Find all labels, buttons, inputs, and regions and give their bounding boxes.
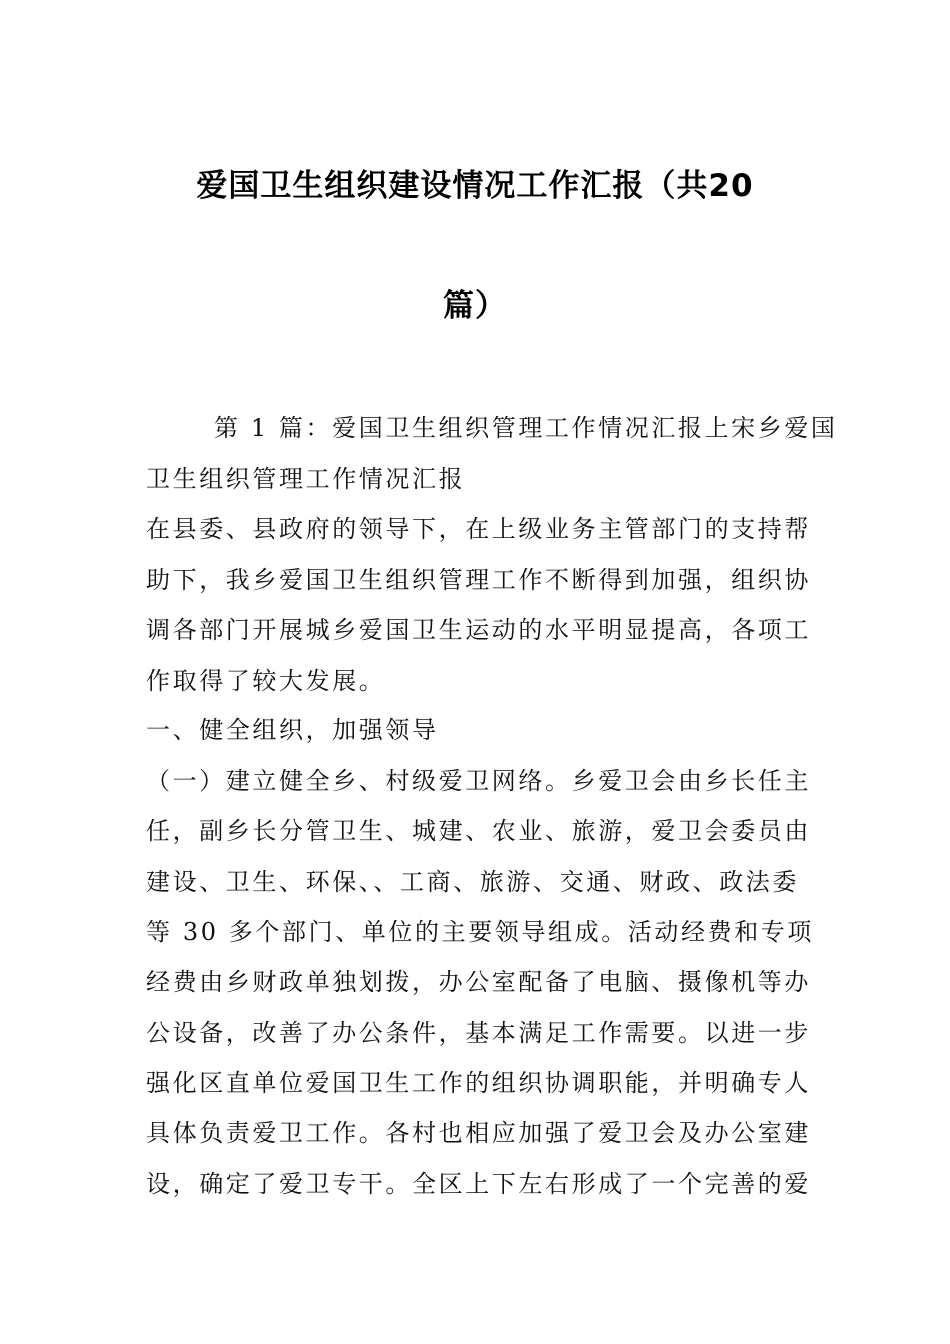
document-title-line-2: 篇） [443,288,507,324]
paragraph-line: 经费由乡财政单独划拨，办公室配备了电脑、摄像机等办 [146,968,811,996]
paragraph-line: 作取得了较大发展。 [146,667,386,695]
paragraph-line: 卫生组织管理工作情况汇报 [146,465,466,493]
document-title-line-1: 爱国卫生组织建设情况工作汇报（共20 [196,168,754,204]
paragraph-line: 等 30 多个部门、单位的主要领导组成。活动经费和专项 [146,918,814,946]
paragraph-line: 助下，我乡爱国卫生组织管理工作不断得到加强，组织协 [146,566,811,594]
paragraph-line: 调各部门开展城乡爱国卫生运动的水平明显提高，各项工 [146,616,811,644]
paragraph-line: 第 1 篇：爱国卫生组织管理工作情况汇报上宋乡爱国 [214,414,838,442]
paragraph-line: 任，副乡长分管卫生、城建、农业、旅游，爱卫会委员由 [146,817,811,845]
paragraph-line: （一）建立健全乡、村级爱卫网络。乡爱卫会由乡长任主 [146,767,811,795]
paragraph-line: 建设、卫生、环保、、工商、旅游、交通、财政、政法委 [146,868,799,896]
paragraph-line: 公设备，改善了办公条件，基本满足工作需要。以进一步 [146,1019,811,1047]
section-heading: 一、健全组织，加强领导 [146,716,439,744]
paragraph-line: 强化区直单位爱国卫生工作的组织协调职能，并明确专人 [146,1069,811,1097]
paragraph-line: 具体负责爱卫工作。各村也相应加强了爱卫会及办公室建 [146,1119,811,1147]
paragraph-line: 设，确定了爱卫专干。全区上下左右形成了一个完善的爱 [146,1170,811,1198]
paragraph-line: 在县委、县政府的领导下，在上级业务主管部门的支持帮 [146,515,811,543]
